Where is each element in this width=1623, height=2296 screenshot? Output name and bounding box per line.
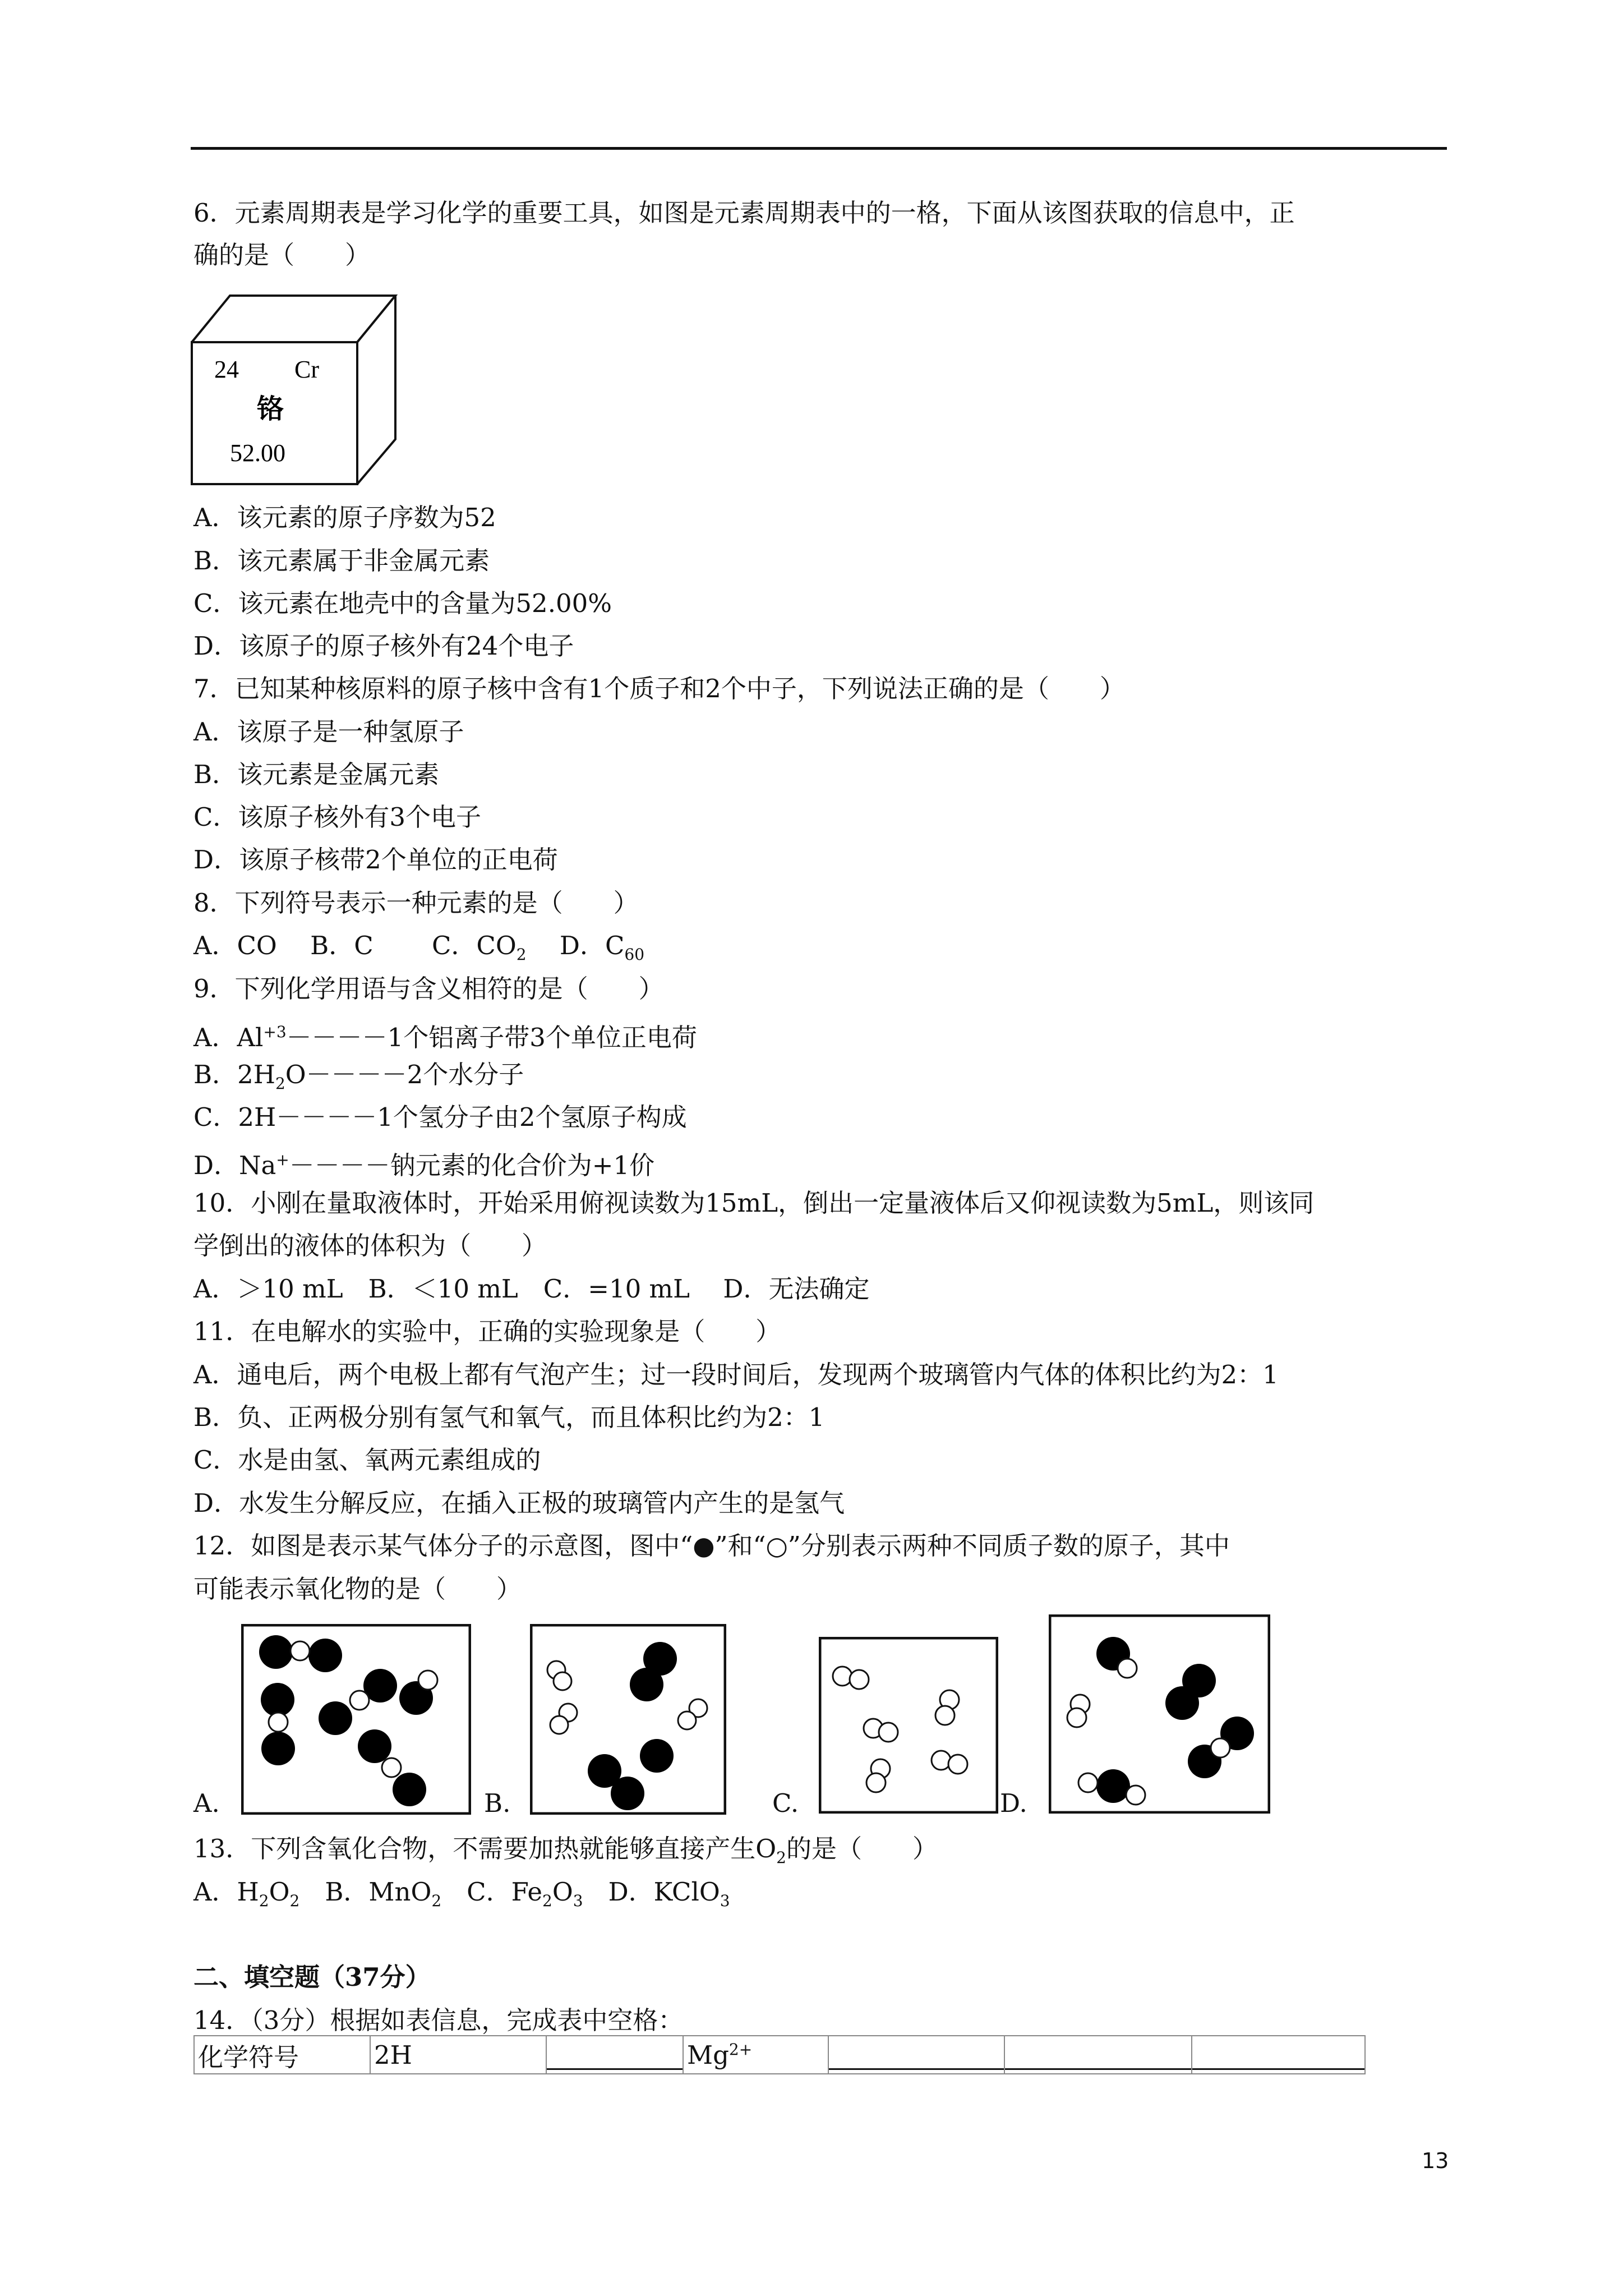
q6-option-c: C．该元素在地壳中的含量为52.00% bbox=[193, 588, 612, 618]
q13-option-b: B．MnO$_2$ bbox=[299, 1877, 442, 1910]
q12-label-d: D. bbox=[1000, 1788, 1027, 1818]
table-row bbox=[194, 2036, 1365, 2074]
q10-options: A．＞10 mL B．＜10 mL C．=10 mL D．无法确定 bbox=[193, 1274, 870, 1304]
q12-stem-cont: 可能表示氧化物的是（ ） bbox=[193, 1574, 522, 1604]
molecule-diagram-a bbox=[241, 1624, 471, 1815]
q13-option-d: D．KClO$_3$ bbox=[583, 1877, 730, 1910]
q12-stem: 12．如图是表示某气体分子的示意图，图中“●”和“○”分别表示两种不同质子数的原子，其中 bbox=[193, 1531, 1230, 1561]
q12-label-a: A. bbox=[193, 1788, 220, 1818]
blank-cell[interactable] bbox=[828, 2036, 1004, 2074]
q7-option-c: C．该原子核外有3个电子 bbox=[193, 802, 482, 832]
q11-stem: 11．在电解水的实验中，正确的实验现象是（ ） bbox=[193, 1317, 781, 1346]
q7-option-d: D．该原子核带2个单位的正电荷 bbox=[193, 845, 558, 875]
q11-option-a: A．通电后，两个电极上都有气泡产生；过一段时间后，发现两个玻璃管内气体的体积比约为2：1 bbox=[193, 1360, 1279, 1389]
q7-stem: 7．已知某种核原料的原子核中含有1个质子和2个中子，下列说法正确的是（ ） bbox=[193, 674, 1125, 703]
q9-option-a: A．$Al^{+3}----1$个铝离子带3个单位正电荷 bbox=[193, 1023, 697, 1052]
section-title: 二、填空题（37分） bbox=[193, 1962, 431, 1992]
q7-option-b: B．该元素是金属元素 bbox=[193, 760, 440, 789]
q11-option-d: D．水发生分解反应，在插入正极的玻璃管内产生的是氢气 bbox=[193, 1488, 845, 1518]
q9-option-b: B．$2H_2O----2$个水分子 bbox=[193, 1060, 524, 1093]
molecule-diagram-d bbox=[1049, 1614, 1270, 1814]
q6-option-d: D．该原子的原子核外有24个电子 bbox=[193, 631, 574, 661]
element-name: 铬 bbox=[257, 393, 284, 425]
q11-option-b: B．负、正两极分别有氢气和氧气，而且体积比约为2：1 bbox=[193, 1402, 825, 1432]
blank-cell[interactable] bbox=[1004, 2036, 1192, 2074]
q6-option-a: A．该元素的原子序数为52 bbox=[193, 503, 496, 532]
table-cell-mg: $Mg^{2+}$ bbox=[683, 2036, 828, 2074]
q9-stem: 9．下列化学用语与含义相符的是（ ） bbox=[193, 974, 664, 1004]
blank-cell[interactable] bbox=[546, 2036, 683, 2074]
table-cell-2h: 2H bbox=[370, 2036, 546, 2074]
q6-stem-cont: 确的是（ ） bbox=[193, 240, 371, 270]
page-number: 13 bbox=[1422, 2148, 1449, 2173]
q12-label-c: C. bbox=[772, 1788, 799, 1818]
q10-stem-cont: 学倒出的液体的体积为（ ） bbox=[193, 1231, 547, 1260]
q6-option-b: B．该元素属于非金属元素 bbox=[193, 546, 490, 576]
q9-option-d: D．Na+－－－－钠元素的化合价为+1价 bbox=[193, 1151, 655, 1180]
periodic-table-cell bbox=[191, 295, 398, 485]
header-rule bbox=[191, 147, 1447, 150]
element-number: 24 bbox=[214, 356, 239, 383]
molecule-diagram-b bbox=[530, 1624, 726, 1815]
table-header-cell: 化学符号 bbox=[194, 2036, 370, 2074]
q8-stem: 8．下列符号表示一种元素的是（ ） bbox=[193, 888, 639, 918]
q7-option-a: A．该原子是一种氢原子 bbox=[193, 717, 464, 747]
q13-option-a: A．$H_2O_2$ bbox=[193, 1877, 300, 1910]
q8-option-b: B．C bbox=[310, 931, 374, 960]
q14-table bbox=[193, 2035, 1366, 2074]
q9-option-c: C．2H－－－－1个氢分子由2个氢原子构成 bbox=[193, 1102, 687, 1132]
q8-option-c: C．$CO_2$ bbox=[431, 931, 527, 964]
q13-option-c: C．$Fe_2O_3$ bbox=[441, 1877, 583, 1910]
q6-stem: 6．元素周期表是学习化学的重要工具，如图是元素周期表中的一格，下面从该图获取的信息中，正 bbox=[193, 198, 1295, 228]
q8-option-a: A．CO bbox=[193, 931, 277, 960]
element-symbol: Cr bbox=[294, 356, 319, 383]
q10-stem: 10．小刚在量取液体时，开始采用俯视读数为15mL，倒出一定量液体后又仰视读数为5mL，则该同 bbox=[193, 1188, 1315, 1218]
element-mass: 52.00 bbox=[230, 439, 285, 467]
q8-option-d: D．$C_{60}$ bbox=[559, 931, 645, 964]
q8-options bbox=[193, 929, 644, 972]
q12-label-b: B. bbox=[484, 1788, 511, 1818]
molecule-diagram-c bbox=[819, 1637, 998, 1814]
q13-options bbox=[193, 1875, 730, 1918]
q13-stem: 13．下列含氧化合物，不需要加热就能够直接产生$O_2$的是（ ） bbox=[193, 1834, 938, 1867]
q11-option-c: C．水是由氢、氧两元素组成的 bbox=[193, 1445, 541, 1475]
blank-cell[interactable] bbox=[1192, 2036, 1365, 2074]
q14-stem: 14．（3分）根据如表信息，完成表中空格： bbox=[193, 2005, 684, 2035]
